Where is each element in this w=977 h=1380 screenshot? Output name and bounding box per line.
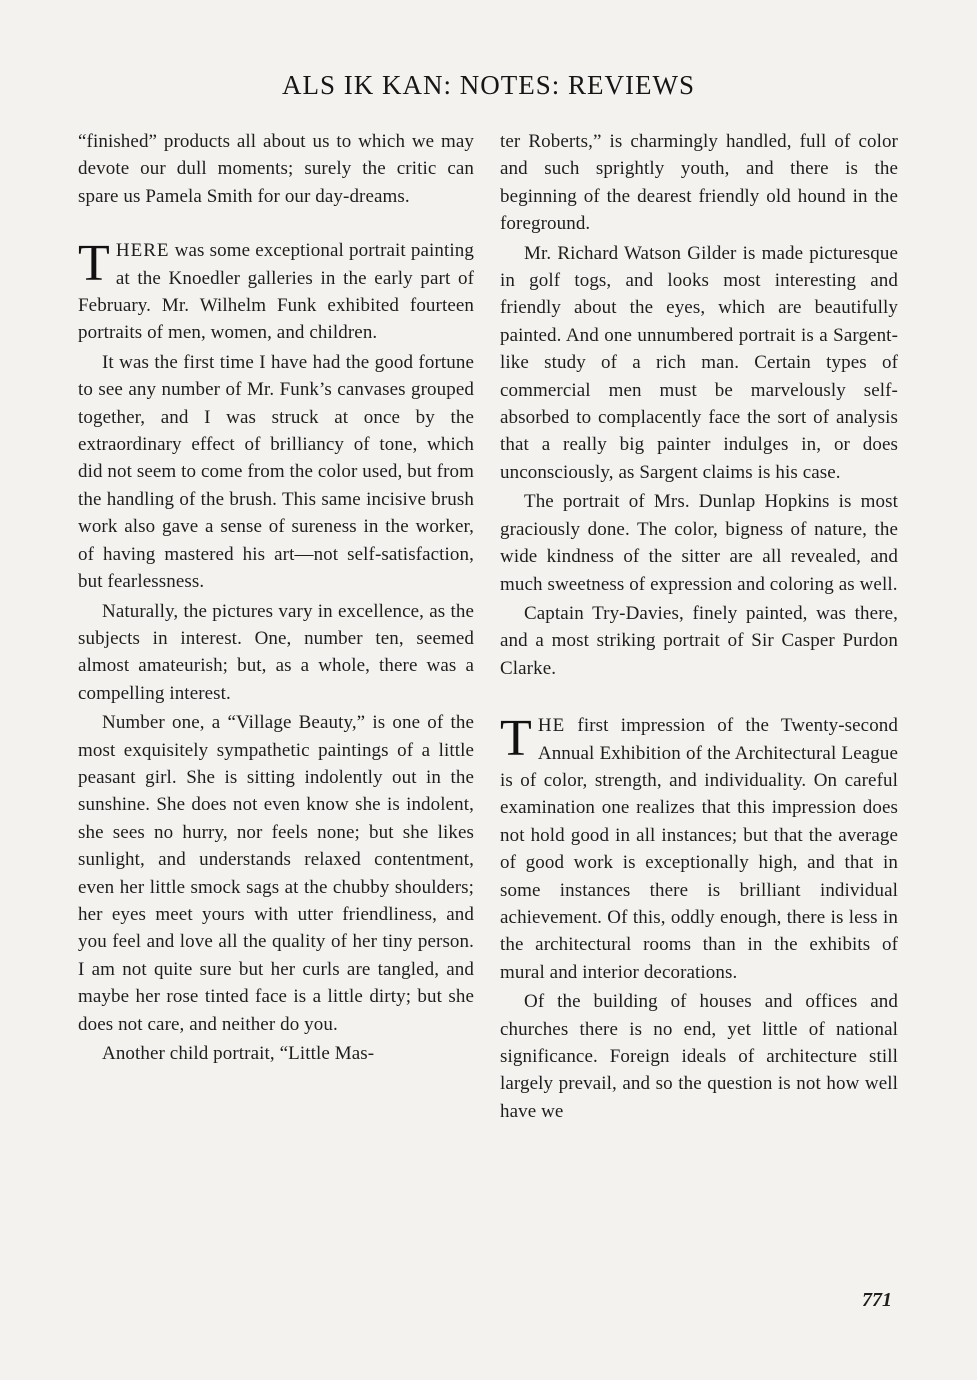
paragraph: Mr. Richard Watson Gilder is made picturesque in golf togs, and looks most interesting and friendly about the eyes, which are beautifully painted. And one unnumbered portrait is a Sargent-like study of a rich man. Certain types of commercial men must be marvelously self-absorbed to complacently face the sort of analysis that a really big painter indulges in, or does unconsciously, as Sargent claims is his case. [500, 242, 898, 483]
drop-cap: T [500, 710, 532, 768]
paragraph-with-dropcap [500, 712, 898, 986]
paragraph: Naturally, the pictures vary in excellence, as the subjects in interest. One, number ten, seemed almost amateurish; but, as a whole, there was a compelling interest. [78, 600, 474, 704]
left-column [78, 128, 474, 1069]
paragraph: The portrait of Mrs. Dunlap Hopkins is most graciously done. The color, bigness of nature, the wide kindness of the sitter are all revealed, and much sweetness of expression and coloring as well. [500, 491, 898, 595]
paragraph-text: first impression of the Twenty-second Annual Exhibition of the Architectural League is of color, strength, and individuality. On careful examination one realizes that this impression does not hold good in all instances; but that the average of good work is exceptionally high, and that in some instances there is brilliant individual achievement. Of this, oddly enough, there is less in the architectural rooms than in the exhibits of mural and interior decorations. [500, 715, 898, 983]
page-number: 771 [862, 1289, 892, 1311]
paragraph: It was the first time I have had the good fortune to see any number of Mr. Funk’s canvases grouped together, and I was struck at once by the extraordinary effect of brilliancy of tone, which did not seem to come from the color used, but from the handling of the brush. This same incisive brush work also gave a sense of sureness in the worker, of having mastered his art—not self-satisfaction, but fearlessness. [78, 351, 474, 593]
paragraph: “finished” products all about us to which we may devote our dull moments; surely the critic can spare us Pamela Smith for our day-dreams. [78, 131, 474, 207]
paragraph: Another child portrait, “Little Mas- [102, 1043, 375, 1064]
paragraph-text: was some exceptional portrait painting at the Knoedler galleries in the early part of February. Mr. Wilhelm Funk exhibited fourteen portraits of men, women, and children. [78, 240, 474, 344]
paragraph: Captain Try-Davies, finely painted, was there, and a most striking portrait of Sir Casper Purdon Clarke. [500, 602, 898, 679]
page-title: ALS IK KAN: NOTES: REVIEWS [282, 70, 695, 100]
paragraph-with-dropcap [78, 237, 474, 347]
drop-cap: T [78, 235, 110, 293]
opening-word: HE [537, 715, 566, 737]
paragraph: ter Roberts,” is charmingly handled, full of color and such sprightly youth, and there is the beginning of the dearest friendly old hound in the foreground. [500, 131, 898, 235]
paragraph: Number one, a “Village Beauty,” is one of the most exquisitely sympathetic paintings of a little peasant girl. She is sitting indolently out in the sunshine. She does not even know she is indolent, she sees no hurry, nor feels none; but she likes sunlight, and understands relaxed contentment, even her little smock sags at the chubby shoulders; her eyes meet yours with utter friendliness, and you feel and love all the quality of her tiny person. I am not quite sure but her curls are tangled, and maybe her rose tinted face is a little dirty; but she does not care, and neither do you. [78, 712, 474, 1035]
opening-word: HERE [115, 240, 170, 262]
paragraph: Of the building of houses and offices and churches there is no end, yet little of national significance. Foreign ideals of architecture still largely prevail, and so the question is not how well have we [500, 991, 898, 1122]
right-column [500, 128, 898, 1127]
